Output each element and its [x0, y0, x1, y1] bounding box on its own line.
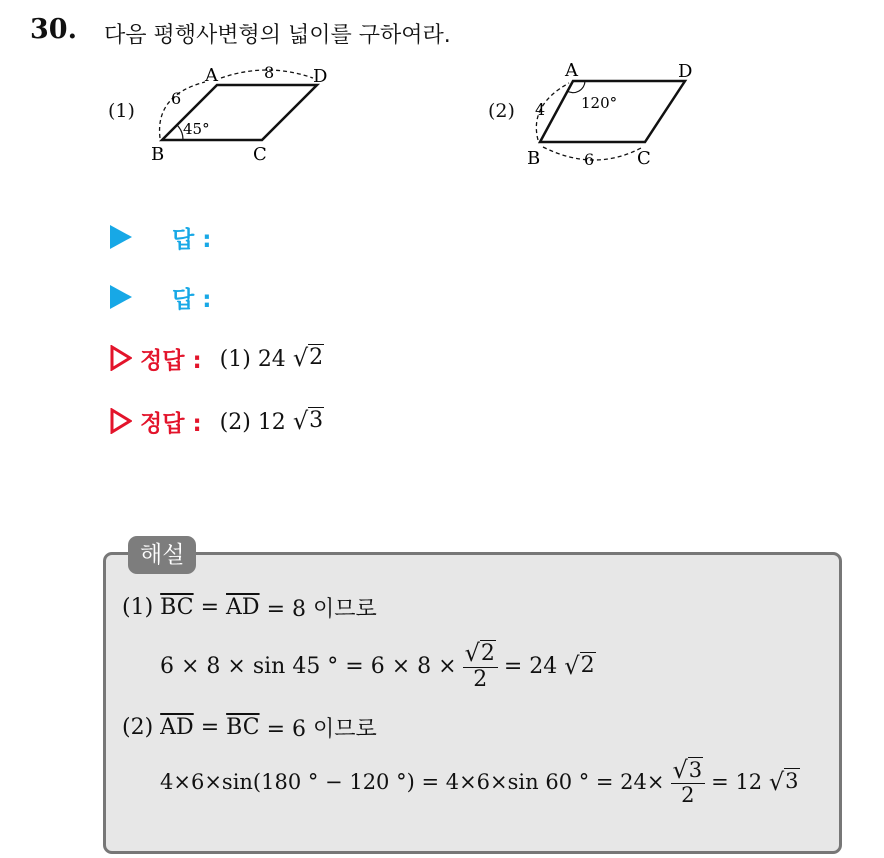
answer-blank-1 [110, 220, 211, 254]
figure1-label: (1) [108, 100, 135, 122]
side-bc-label: 6 [584, 150, 595, 169]
segment-ad: $\overline{AD}$ [160, 715, 194, 740]
vertex-c-label: C [253, 144, 267, 165]
radicand: 2 [309, 345, 324, 370]
equation-text: 4×6×sin(180 ° − 120 °) = 4×6×sin 60 ° = 24× [160, 770, 665, 795]
radicand: 3 [309, 408, 324, 433]
correct-answer-1 [110, 341, 324, 375]
answer-coefficient: (1) 24 [219, 347, 286, 372]
vertex-c-label: C [637, 148, 651, 169]
vertex-b-label: B [151, 144, 165, 165]
denominator: 2 [681, 783, 695, 808]
sqrt-symbol: √ 2 [292, 344, 324, 372]
solution-tab: 해설 [128, 536, 196, 574]
side-ab-label: 4 [535, 100, 546, 119]
radicand: 2 [580, 653, 595, 679]
line-rest: = 6 이므로 [266, 717, 377, 742]
part-number: (2) [122, 715, 154, 740]
equals-sign: = [200, 595, 220, 620]
solution-line-3 [122, 712, 377, 743]
equation-result: = 12 [711, 770, 763, 795]
vertex-a-label: A [565, 60, 578, 81]
outline-triangle-icon [110, 408, 132, 434]
angle-a-label: 120° [581, 94, 618, 112]
radicand: 2 [480, 641, 495, 666]
figure2-label: (2) [488, 100, 515, 122]
outline-triangle-icon [110, 345, 132, 371]
question-number: 30. [30, 14, 77, 45]
parallelogram-figure-1 [145, 60, 345, 170]
correct-answer-value [220, 344, 324, 372]
correct-answer-2 [110, 404, 324, 438]
angle-b-label: 45° [183, 120, 210, 138]
play-triangle-icon [110, 225, 132, 249]
fraction: √ 3 2 [671, 757, 706, 807]
vertex-d-label: D [313, 66, 328, 87]
solution-line-2 [160, 640, 596, 692]
side-ad-label: 8 [264, 63, 275, 82]
part-number: (1) [122, 595, 154, 620]
solution-line-4 [160, 757, 800, 807]
answer-blank-2 [110, 280, 211, 314]
solution-line-1 [122, 592, 377, 623]
vertex-b-label: B [527, 148, 541, 169]
equals-sign: = [200, 715, 220, 740]
correct-answer-label: 정답 : [140, 347, 202, 374]
equation-result: = 24 [503, 653, 558, 679]
correct-answer-value [220, 407, 324, 435]
vertex-d-label: D [678, 61, 693, 82]
sqrt-symbol: √ 3 [292, 407, 324, 435]
vertex-a-label: A [205, 65, 218, 86]
equation-text: 6 × 8 × sin 45 ° = 6 × 8 × [160, 653, 457, 679]
segment-bc: $\overline{BC}$ [226, 715, 260, 740]
side-ab-label: 6 [171, 89, 182, 108]
radicand: 3 [785, 769, 799, 794]
answer-coefficient: (2) 12 [219, 410, 286, 435]
question-text: 다음 평행사변형의 넓이를 구하여라. [104, 23, 451, 48]
correct-answer-label: 정답 : [140, 410, 202, 437]
segment-ad: $\overline{AD}$ [226, 595, 260, 620]
sqrt-symbol: √ 2 [564, 652, 595, 681]
line-rest: = 8 이므로 [266, 597, 377, 622]
parallelogram-figure-2 [525, 55, 705, 175]
denominator: 2 [473, 667, 488, 693]
segment-bc: $\overline{BC}$ [160, 595, 194, 620]
sqrt-symbol: √ 3 [768, 768, 799, 797]
fraction: √ 2 2 [463, 640, 498, 692]
answer-label: 답 : [172, 226, 212, 253]
play-triangle-icon [110, 285, 132, 309]
radicand: 3 [688, 758, 703, 782]
answer-label: 답 : [172, 286, 212, 313]
